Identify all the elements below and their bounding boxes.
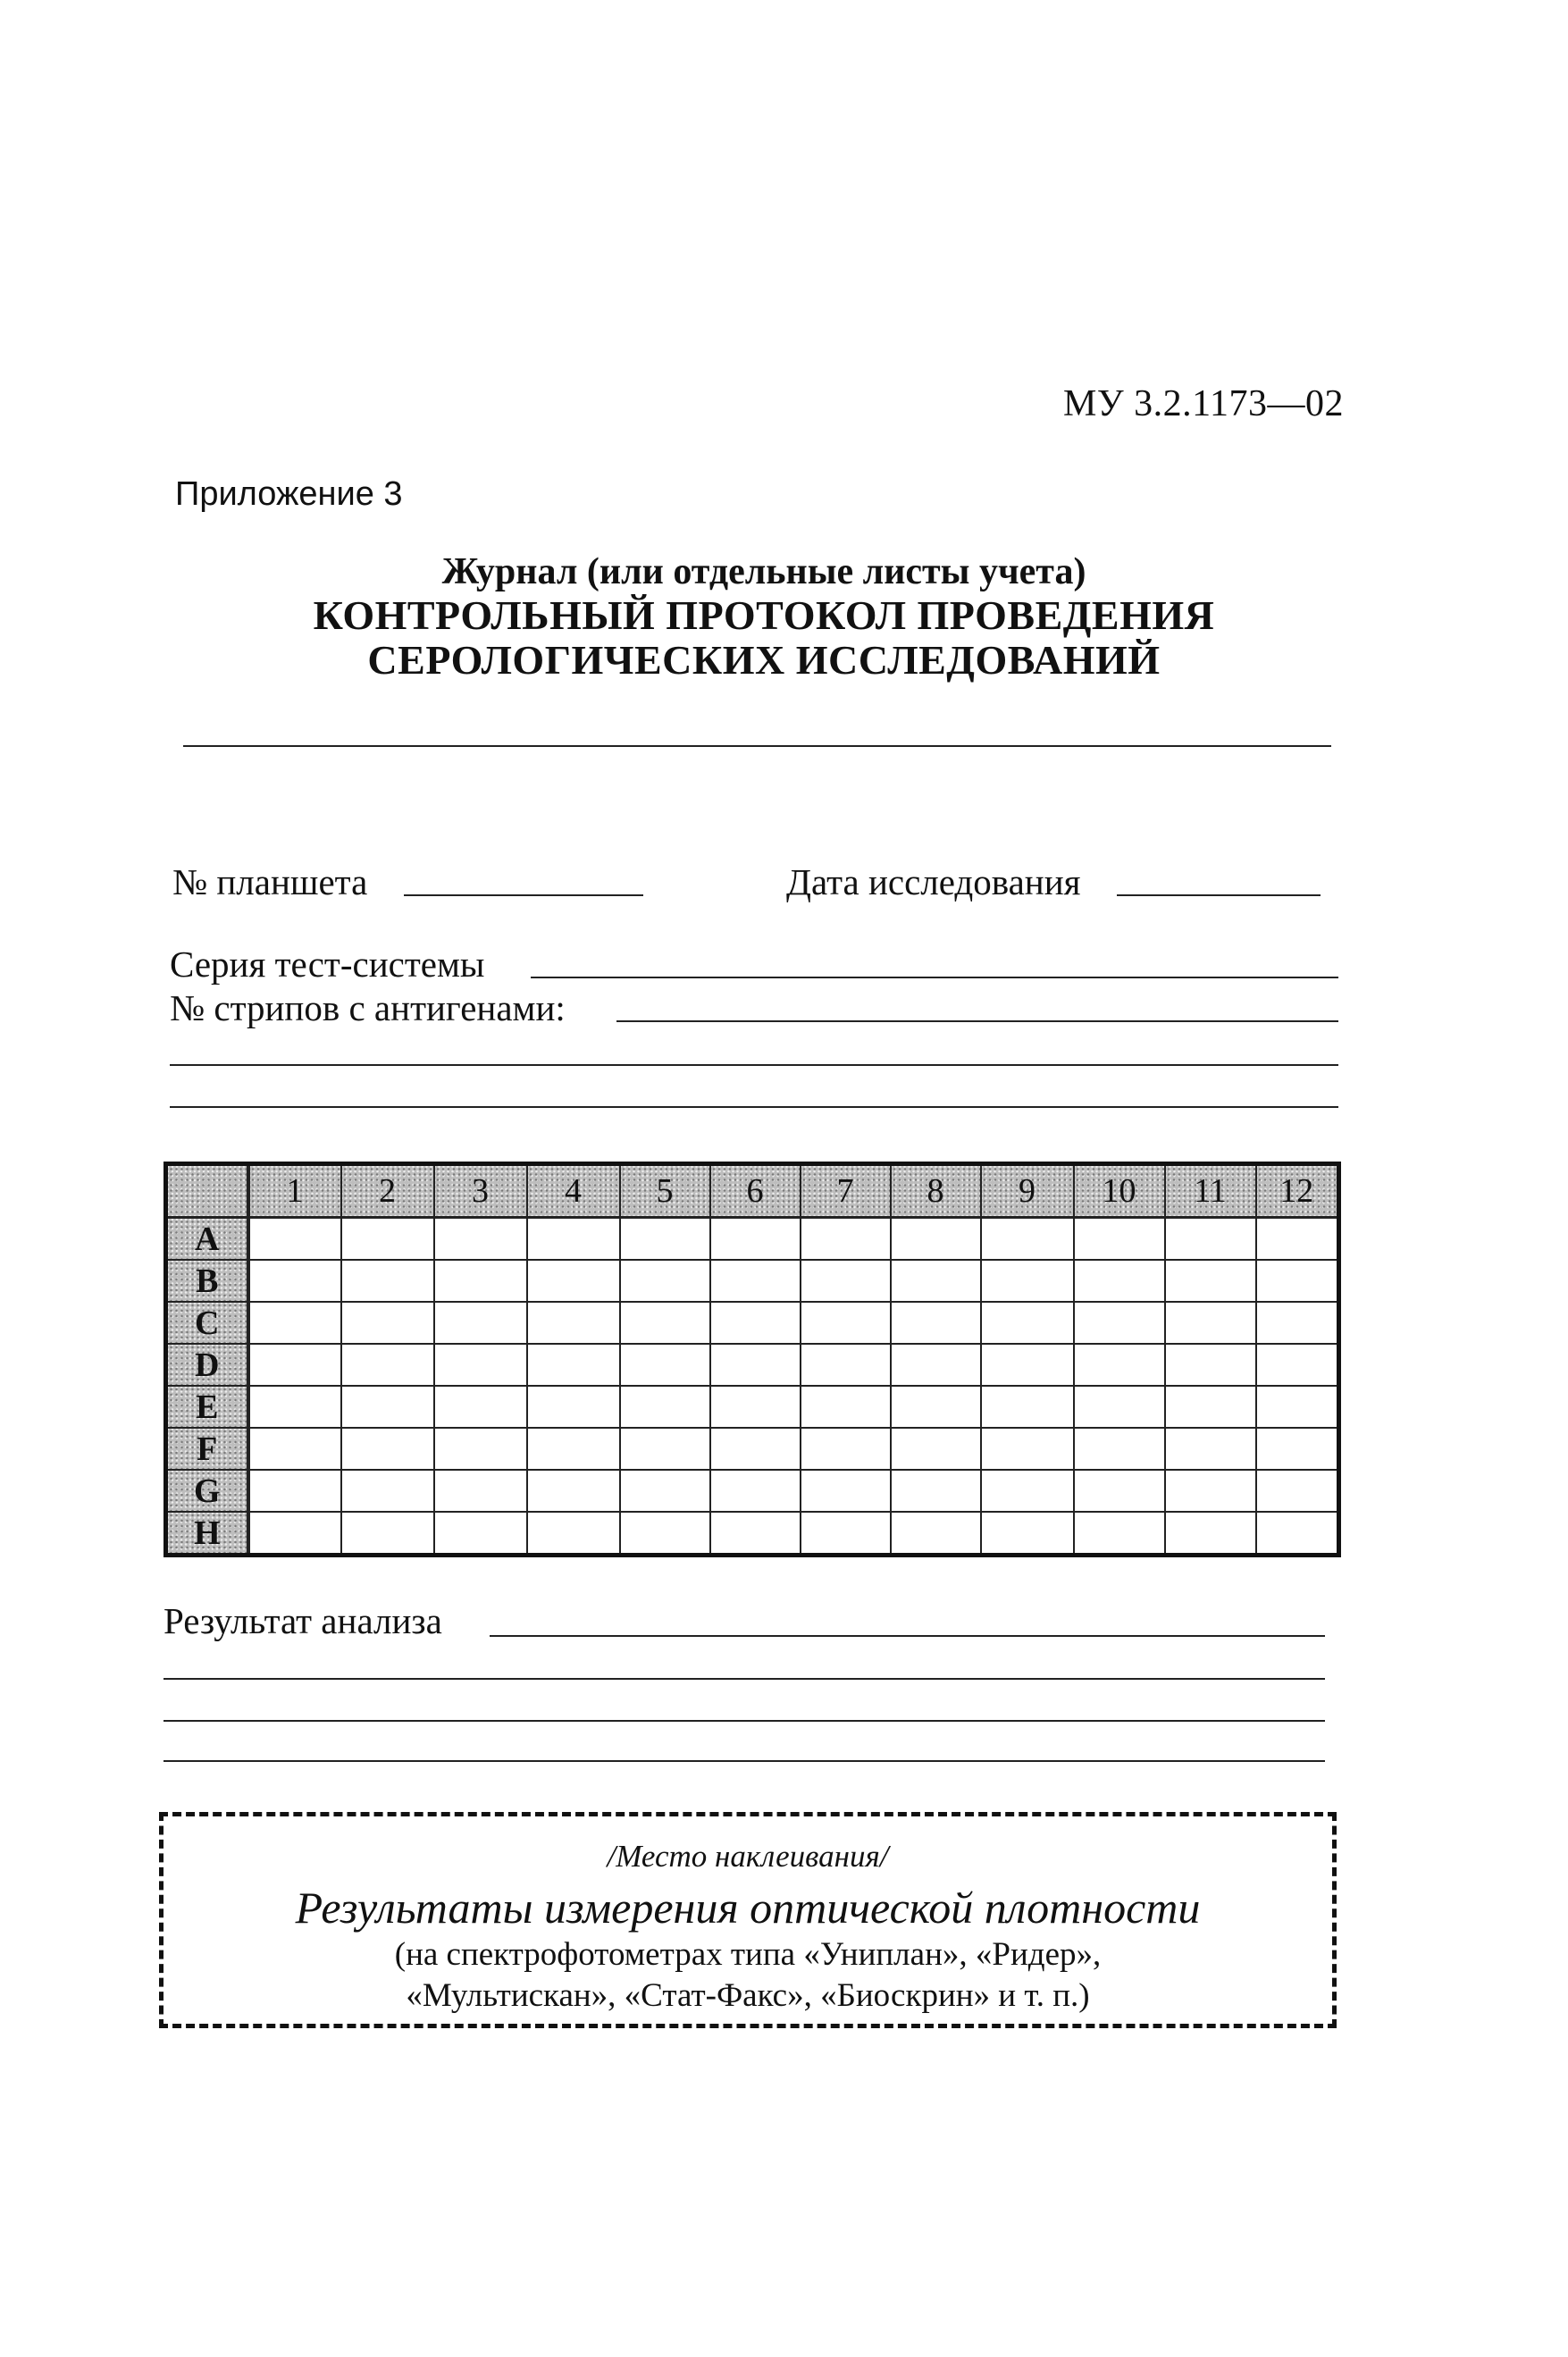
plate-well[interactable] bbox=[620, 1260, 710, 1302]
plate-well[interactable] bbox=[1256, 1344, 1339, 1386]
plate-well[interactable] bbox=[1074, 1470, 1165, 1512]
plate-row bbox=[166, 1260, 1339, 1302]
plate-well[interactable] bbox=[981, 1302, 1074, 1344]
plate-well[interactable] bbox=[981, 1218, 1074, 1261]
plate-well[interactable] bbox=[801, 1428, 891, 1470]
plate-row bbox=[166, 1512, 1339, 1556]
plate-well[interactable] bbox=[1074, 1344, 1165, 1386]
result-extra-line[interactable] bbox=[164, 1760, 1325, 1762]
plate-column-header: 4 bbox=[527, 1164, 620, 1218]
plate-well[interactable] bbox=[527, 1470, 620, 1512]
plate-well[interactable] bbox=[620, 1386, 710, 1428]
plate-well[interactable] bbox=[1165, 1218, 1256, 1261]
plate-column-header: 7 bbox=[801, 1164, 891, 1218]
plate-well[interactable] bbox=[891, 1218, 981, 1261]
plate-well[interactable] bbox=[527, 1512, 620, 1556]
result-extra-line[interactable] bbox=[164, 1720, 1325, 1722]
plate-well[interactable] bbox=[341, 1512, 434, 1556]
plate-well[interactable] bbox=[527, 1218, 620, 1261]
plate-well[interactable] bbox=[1074, 1386, 1165, 1428]
series-label: Серия тест-системы bbox=[170, 944, 485, 985]
plate-well[interactable] bbox=[620, 1512, 710, 1556]
plate-column-header: 11 bbox=[1165, 1164, 1256, 1218]
journal-title: Журнал (или отдельные листы учета) bbox=[441, 551, 1086, 592]
plate-well[interactable] bbox=[981, 1512, 1074, 1556]
result-line[interactable] bbox=[490, 1635, 1325, 1637]
plate-well[interactable] bbox=[1256, 1512, 1339, 1556]
plate-well[interactable] bbox=[434, 1428, 527, 1470]
sticker-note: (на спектрофотометрах типа «Униплан», «Ридер», bbox=[394, 1936, 1102, 1973]
plate-well[interactable] bbox=[341, 1428, 434, 1470]
plate-well[interactable] bbox=[1074, 1428, 1165, 1470]
plate-well[interactable] bbox=[710, 1344, 801, 1386]
plate-row bbox=[166, 1428, 1339, 1470]
plate-well[interactable] bbox=[891, 1470, 981, 1512]
plate-well[interactable] bbox=[981, 1428, 1074, 1470]
document-code: МУ 3.2.1173—02 bbox=[1063, 383, 1345, 424]
plate-row-header: C bbox=[166, 1302, 248, 1344]
plate-well[interactable] bbox=[891, 1428, 981, 1470]
plate-well[interactable] bbox=[620, 1470, 710, 1512]
plate-column-header: 6 bbox=[710, 1164, 801, 1218]
strips-extra-line[interactable] bbox=[170, 1106, 1338, 1108]
plate-well[interactable] bbox=[620, 1218, 710, 1261]
protocol-subtitle: СЕРОЛОГИЧЕСКИХ ИССЛЕДОВАНИЙ bbox=[367, 637, 1161, 683]
plate-well[interactable] bbox=[981, 1470, 1074, 1512]
plate-well[interactable] bbox=[620, 1302, 710, 1344]
plate-column-header: 3 bbox=[434, 1164, 527, 1218]
result-extra-line[interactable] bbox=[164, 1678, 1325, 1680]
plate-well[interactable] bbox=[710, 1386, 801, 1428]
plate-row-header: E bbox=[166, 1386, 248, 1428]
sticker-heading: Результаты измерения оптической плотности bbox=[295, 1883, 1201, 1933]
plate-column-header: 1 bbox=[248, 1164, 341, 1218]
plate-well[interactable] bbox=[620, 1344, 710, 1386]
plate-well[interactable] bbox=[341, 1470, 434, 1512]
plate-well[interactable] bbox=[527, 1386, 620, 1428]
plate-well[interactable] bbox=[1165, 1344, 1256, 1386]
plate-well[interactable] bbox=[1256, 1428, 1339, 1470]
plate-well[interactable] bbox=[620, 1428, 710, 1470]
sticker-place-label: /Место наклеивания/ bbox=[607, 1839, 889, 1874]
plate-well[interactable] bbox=[1256, 1218, 1339, 1261]
plate-well[interactable] bbox=[1074, 1302, 1165, 1344]
plate-well[interactable] bbox=[801, 1470, 891, 1512]
plate-well[interactable] bbox=[710, 1428, 801, 1470]
plate-well[interactable] bbox=[891, 1260, 981, 1302]
plate-well[interactable] bbox=[248, 1428, 341, 1470]
plate-corner-cell bbox=[166, 1164, 248, 1218]
plate-well[interactable] bbox=[341, 1260, 434, 1302]
plate-well[interactable] bbox=[248, 1218, 341, 1261]
strips-extra-line[interactable] bbox=[170, 1064, 1338, 1066]
plate-well[interactable] bbox=[434, 1344, 527, 1386]
plate-well[interactable] bbox=[248, 1344, 341, 1386]
plate-row bbox=[166, 1386, 1339, 1428]
plate-well[interactable] bbox=[434, 1470, 527, 1512]
appendix-label: Приложение 3 bbox=[175, 475, 403, 513]
protocol-title: КОНТРОЛЬНЫЙ ПРОТОКОЛ ПРОВЕДЕНИЯ bbox=[313, 592, 1215, 638]
plate-column-header: 12 bbox=[1256, 1164, 1339, 1218]
plate-well[interactable] bbox=[891, 1302, 981, 1344]
plate-well[interactable] bbox=[434, 1260, 527, 1302]
plate-row-header: H bbox=[166, 1512, 248, 1556]
plate-row bbox=[166, 1302, 1339, 1344]
plate-well[interactable] bbox=[341, 1344, 434, 1386]
study-date-line[interactable] bbox=[1117, 894, 1321, 896]
plate-well[interactable] bbox=[801, 1218, 891, 1261]
plate-well[interactable] bbox=[891, 1512, 981, 1556]
plate-well[interactable] bbox=[1256, 1260, 1339, 1302]
strips-label: № стрипов с антигенами: bbox=[170, 987, 566, 1028]
plate-row bbox=[166, 1344, 1339, 1386]
plate-well[interactable] bbox=[434, 1512, 527, 1556]
plate-well[interactable] bbox=[981, 1386, 1074, 1428]
plate-well[interactable] bbox=[1074, 1260, 1165, 1302]
plate-well[interactable] bbox=[434, 1218, 527, 1261]
plate-row-header: G bbox=[166, 1470, 248, 1512]
plate-well[interactable] bbox=[248, 1302, 341, 1344]
plate-well[interactable] bbox=[710, 1512, 801, 1556]
plate-well[interactable] bbox=[710, 1218, 801, 1261]
plate-well[interactable] bbox=[801, 1386, 891, 1428]
plate-well[interactable] bbox=[248, 1386, 341, 1428]
plate-well[interactable] bbox=[434, 1386, 527, 1428]
plate-well[interactable] bbox=[801, 1344, 891, 1386]
plate-well[interactable] bbox=[434, 1302, 527, 1344]
plate-well[interactable] bbox=[1165, 1470, 1256, 1512]
sticker-note: «Мультискан», «Стат-Факс», «Биоскрин» и т. п.) bbox=[406, 1977, 1090, 2014]
plate-column-header: 5 bbox=[620, 1164, 710, 1218]
plate-number-label: № планшета bbox=[172, 861, 368, 902]
plate-header-row bbox=[166, 1164, 1339, 1218]
plate-well[interactable] bbox=[248, 1512, 341, 1556]
plate-well[interactable] bbox=[710, 1302, 801, 1344]
plate-well[interactable] bbox=[341, 1302, 434, 1344]
plate-well[interactable] bbox=[710, 1260, 801, 1302]
plate-well[interactable] bbox=[981, 1260, 1074, 1302]
plate-well[interactable] bbox=[801, 1260, 891, 1302]
plate-number-line[interactable] bbox=[404, 894, 643, 896]
strips-line[interactable] bbox=[616, 1020, 1338, 1022]
plate-well[interactable] bbox=[981, 1344, 1074, 1386]
plate-row-header: A bbox=[166, 1218, 248, 1261]
plate-row-header: B bbox=[166, 1260, 248, 1302]
plate-well[interactable] bbox=[1256, 1302, 1339, 1344]
plate-well[interactable] bbox=[1165, 1260, 1256, 1302]
plate-well[interactable] bbox=[1165, 1386, 1256, 1428]
plate-row bbox=[166, 1218, 1339, 1261]
title-blank-line[interactable] bbox=[183, 745, 1331, 747]
plate-well[interactable] bbox=[1165, 1512, 1256, 1556]
plate-well[interactable] bbox=[527, 1344, 620, 1386]
plate-well[interactable] bbox=[891, 1386, 981, 1428]
series-line[interactable] bbox=[531, 977, 1338, 978]
plate-well[interactable] bbox=[891, 1344, 981, 1386]
plate-column-header: 9 bbox=[981, 1164, 1074, 1218]
plate-well[interactable] bbox=[1074, 1218, 1165, 1261]
plate-well[interactable] bbox=[710, 1470, 801, 1512]
plate-well[interactable] bbox=[341, 1386, 434, 1428]
plate-well[interactable] bbox=[527, 1302, 620, 1344]
study-date-label: Дата исследования bbox=[786, 861, 1081, 902]
plate-row bbox=[166, 1470, 1339, 1512]
plate-well[interactable] bbox=[801, 1512, 891, 1556]
plate-well[interactable] bbox=[1165, 1428, 1256, 1470]
plate-column-header: 10 bbox=[1074, 1164, 1165, 1218]
plate-well[interactable] bbox=[1165, 1302, 1256, 1344]
plate-column-header: 8 bbox=[891, 1164, 981, 1218]
plate-row-header: D bbox=[166, 1344, 248, 1386]
plate-column-header: 2 bbox=[341, 1164, 434, 1218]
plate-well[interactable] bbox=[341, 1218, 434, 1261]
plate-grid bbox=[164, 1162, 1341, 1557]
result-label: Результат анализа bbox=[164, 1600, 442, 1641]
plate-well[interactable] bbox=[248, 1260, 341, 1302]
plate-well[interactable] bbox=[248, 1470, 341, 1512]
plate-well[interactable] bbox=[527, 1260, 620, 1302]
plate-well[interactable] bbox=[1074, 1512, 1165, 1556]
plate-well[interactable] bbox=[1256, 1386, 1339, 1428]
plate-well[interactable] bbox=[801, 1302, 891, 1344]
plate-well[interactable] bbox=[1256, 1470, 1339, 1512]
plate-well[interactable] bbox=[527, 1428, 620, 1470]
plate-row-header: F bbox=[166, 1428, 248, 1470]
